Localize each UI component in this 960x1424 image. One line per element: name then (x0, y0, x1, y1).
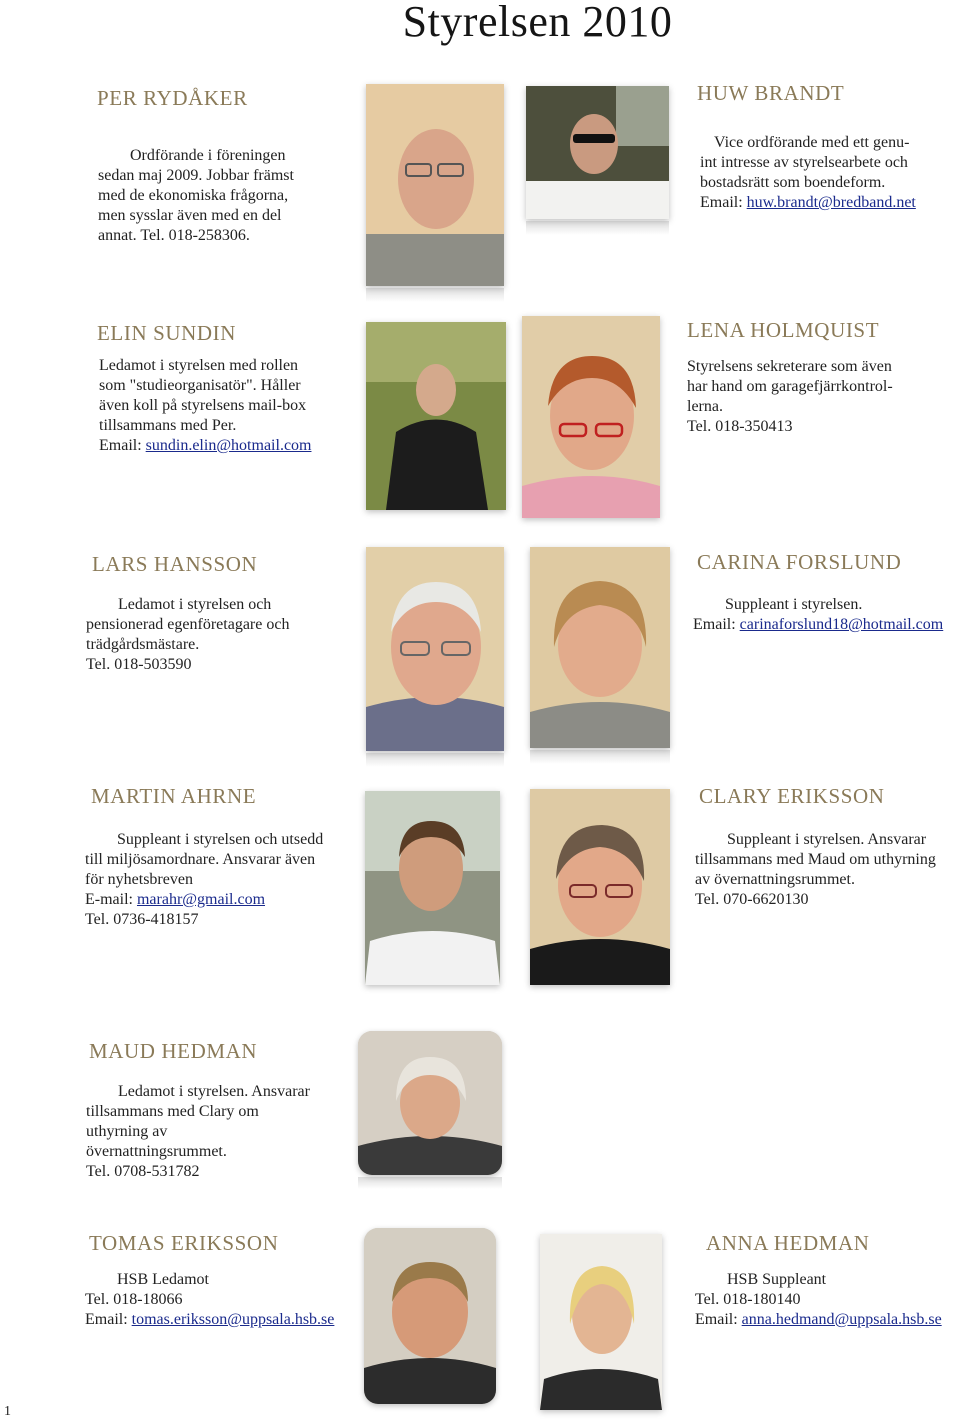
email-label: Email: (85, 1311, 128, 1328)
email-label: Email: (693, 616, 736, 633)
email-link-anna[interactable]: anna.hedmand@uppsala.hsb.se (741, 1311, 942, 1328)
desc-line: Tel. 0708-531782 (86, 1163, 200, 1180)
desc-line: lerna. (687, 398, 723, 415)
member-desc-martin (85, 830, 350, 930)
desc-line: Styrelsens sekreterare som även (687, 358, 892, 375)
email-label: E-mail: (85, 891, 133, 908)
desc-line: sedan maj 2009. Jobbar främst (98, 167, 294, 184)
member-name-anna: ANNA HEDMAN (706, 1231, 870, 1255)
desc-line (85, 890, 350, 910)
desc-line: Tel. 018-18066 (85, 1291, 183, 1308)
portrait-lena (522, 316, 660, 518)
member-desc-lars (86, 595, 346, 675)
desc-line (693, 615, 958, 635)
member-name-carina: CARINA FORSLUND (697, 550, 902, 574)
member-name-huw: HUW BRANDT (697, 81, 845, 105)
desc-line: för nyhetsbreven (85, 871, 193, 888)
member-name-elin: ELIN SUNDIN (97, 321, 236, 345)
desc-line: har hand om garagefjärrkontrol- (687, 378, 893, 395)
desc-line: Suppleant i styrelsen. Ansvarar (727, 831, 927, 848)
desc-line: Tel. 018-503590 (86, 656, 192, 673)
desc-line: tillsammans med Per. (99, 417, 237, 434)
member-desc-elin (99, 356, 354, 456)
desc-line: int intresse av styrelsearbete och (700, 154, 908, 171)
desc-line (85, 1310, 360, 1330)
portrait-per (366, 84, 504, 286)
email-link-carina[interactable]: carinaforslund18@hotmail.com (739, 616, 944, 633)
member-desc-per (98, 146, 338, 246)
desc-line: som "studieorganisatör". Håller (99, 377, 301, 394)
desc-line: trädgårdsmästare. (86, 636, 200, 653)
desc-line (695, 1310, 957, 1330)
desc-line: tillsammans med Clary om (86, 1103, 259, 1120)
desc-line: Ledamot i styrelsen och (118, 596, 272, 613)
portrait-carina (530, 547, 670, 748)
member-desc-maud (86, 1082, 341, 1182)
email-label: Email: (700, 194, 743, 211)
member-desc-clary (695, 830, 960, 910)
desc-line: även koll på styrelsens mail-box (99, 397, 307, 414)
desc-line: men sysslar även med en del (98, 207, 282, 224)
desc-line: Tel. 070-6620130 (695, 891, 809, 908)
desc-line: pensionerad egenföretagare och (86, 616, 290, 633)
portrait-lars (366, 547, 504, 751)
desc-line: Ledamot i styrelsen med rollen (99, 357, 299, 374)
member-name-tomas: TOMAS ERIKSSON (89, 1231, 279, 1255)
portrait-tomas (364, 1228, 496, 1404)
desc-line: Ordförande i föreningen (130, 147, 286, 164)
desc-line: HSB Suppleant (727, 1271, 827, 1288)
desc-line: Ledamot i styrelsen. Ansvarar (118, 1083, 310, 1100)
member-name-lena: LENA HOLMQUIST (687, 318, 880, 342)
desc-line: tillsammans med Maud om uthyrning (695, 851, 936, 868)
desc-line: av övernattningsrummet. (695, 871, 855, 888)
desc-line (99, 436, 354, 456)
email-label: Email: (695, 1311, 738, 1328)
page-title: Styrelsen 2010 (402, 0, 673, 46)
portrait-elin (366, 322, 506, 510)
desc-line: annat. Tel. 018-258306. (98, 227, 250, 244)
member-desc-lena (687, 357, 952, 437)
portrait-huw (526, 86, 669, 219)
email-link-elin[interactable]: sundin.elin@hotmail.com (145, 437, 312, 454)
desc-line (700, 193, 955, 213)
email-link-tomas[interactable]: tomas.eriksson@uppsala.hsb.se (131, 1311, 335, 1328)
desc-line: Suppleant i styrelsen och utsedd (117, 831, 324, 848)
desc-line: övernattningsrummet. (86, 1143, 227, 1160)
desc-line: Tel. 018-350413 (687, 418, 793, 435)
member-name-martin: MARTIN AHRNE (91, 784, 257, 808)
desc-line: Vice ordförande med ett genu- (714, 134, 910, 151)
desc-line: till miljösamordnare. Ansvarar även (85, 851, 316, 868)
portrait-clary (530, 789, 670, 985)
member-desc-carina (693, 595, 958, 635)
desc-line: med de ekonomiska frågorna, (98, 187, 289, 204)
member-desc-anna (695, 1270, 957, 1330)
member-name-lars: LARS HANSSON (92, 552, 258, 576)
desc-line: HSB Ledamot (117, 1271, 209, 1288)
email-link-martin[interactable]: marahr@gmail.com (136, 891, 266, 908)
page-number: 1 (4, 1404, 11, 1419)
desc-line: Tel. 0736-418157 (85, 911, 199, 928)
email-label: Email: (99, 437, 142, 454)
member-desc-huw (700, 133, 955, 213)
member-name-maud: MAUD HEDMAN (89, 1039, 258, 1063)
desc-line: uthyrning av (86, 1123, 168, 1140)
desc-line: bostadsrätt som boendeform. (700, 174, 886, 191)
portrait-martin (365, 791, 500, 985)
desc-line: Tel. 018-180140 (695, 1291, 801, 1308)
portrait-maud (358, 1031, 502, 1175)
member-desc-tomas (85, 1270, 360, 1330)
member-name-per: PER RYDÅKER (97, 86, 248, 110)
portrait-anna (540, 1234, 662, 1410)
desc-line: Suppleant i styrelsen. (725, 596, 863, 613)
email-link-huw[interactable]: huw.brandt@bredband.net (746, 194, 916, 211)
member-name-clary: CLARY ERIKSSON (699, 784, 885, 808)
